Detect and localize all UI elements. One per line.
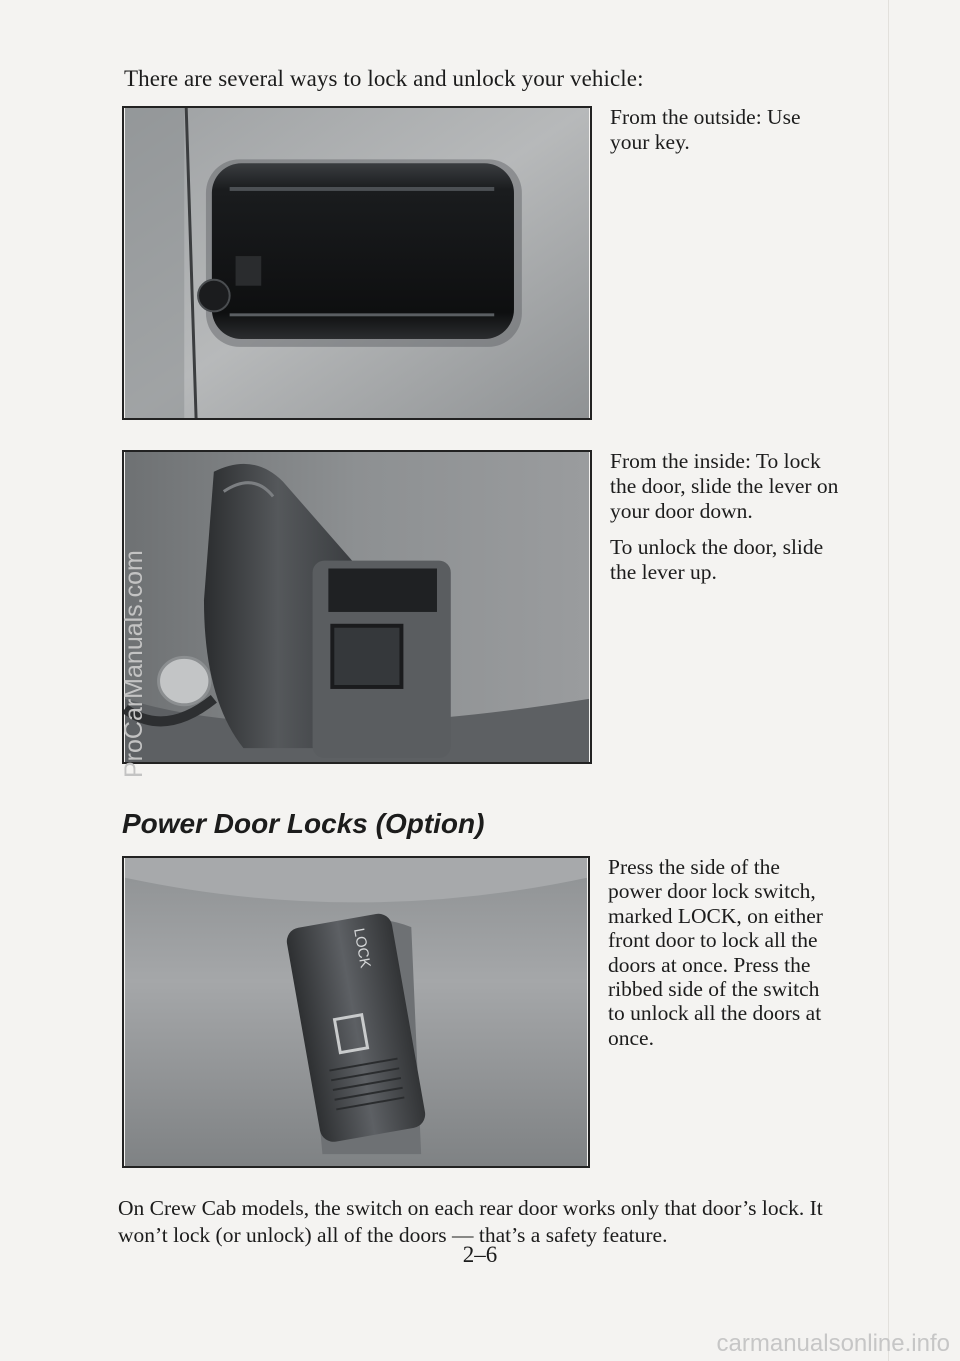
photo-inside-lock-lever	[122, 450, 592, 764]
watermark-bottom: carmanualsonline.info	[716, 1330, 950, 1357]
power-lock-switch-illustration	[124, 858, 588, 1166]
caption-inside	[610, 449, 840, 596]
switch-lock-label: LOCK	[350, 926, 373, 970]
caption-outside	[610, 105, 840, 166]
watermark-left: ProCarManuals.com	[120, 550, 148, 778]
door-handle-illustration	[124, 108, 590, 418]
crew-cab-note: On Crew Cab models, the switch on each rear door works only that door’s lock. It won’t lock (or unlock) all of the doors — that’s a safety feature.	[118, 1196, 823, 1247]
caption-outside-text: From the outside: Use your key.	[610, 105, 801, 154]
intro-text: There are several ways to lock and unlock your vehicle:	[124, 66, 644, 91]
photo-outside-door-handle	[122, 106, 592, 420]
section-heading-power-door-locks: Power Door Locks (Option)	[122, 808, 485, 839]
page-edge-line	[888, 0, 889, 1361]
page-number: 2–6	[462, 1242, 498, 1267]
caption-power-locks	[608, 855, 838, 1061]
lock-lever-illustration	[124, 452, 590, 762]
caption-inside-lock-text: From the inside: To lock the door, slide the lever on your door down.	[610, 449, 839, 523]
photo-power-lock-switch	[122, 856, 590, 1168]
caption-inside-unlock-text: To unlock the door, slide the lever up.	[610, 535, 824, 584]
caption-power-locks-text: Press the side of the power door lock switch, marked LOCK, on either front door to lock all the doors at once. Press the ribbed side of the switch to unlock all the doors at once.	[608, 855, 823, 1050]
